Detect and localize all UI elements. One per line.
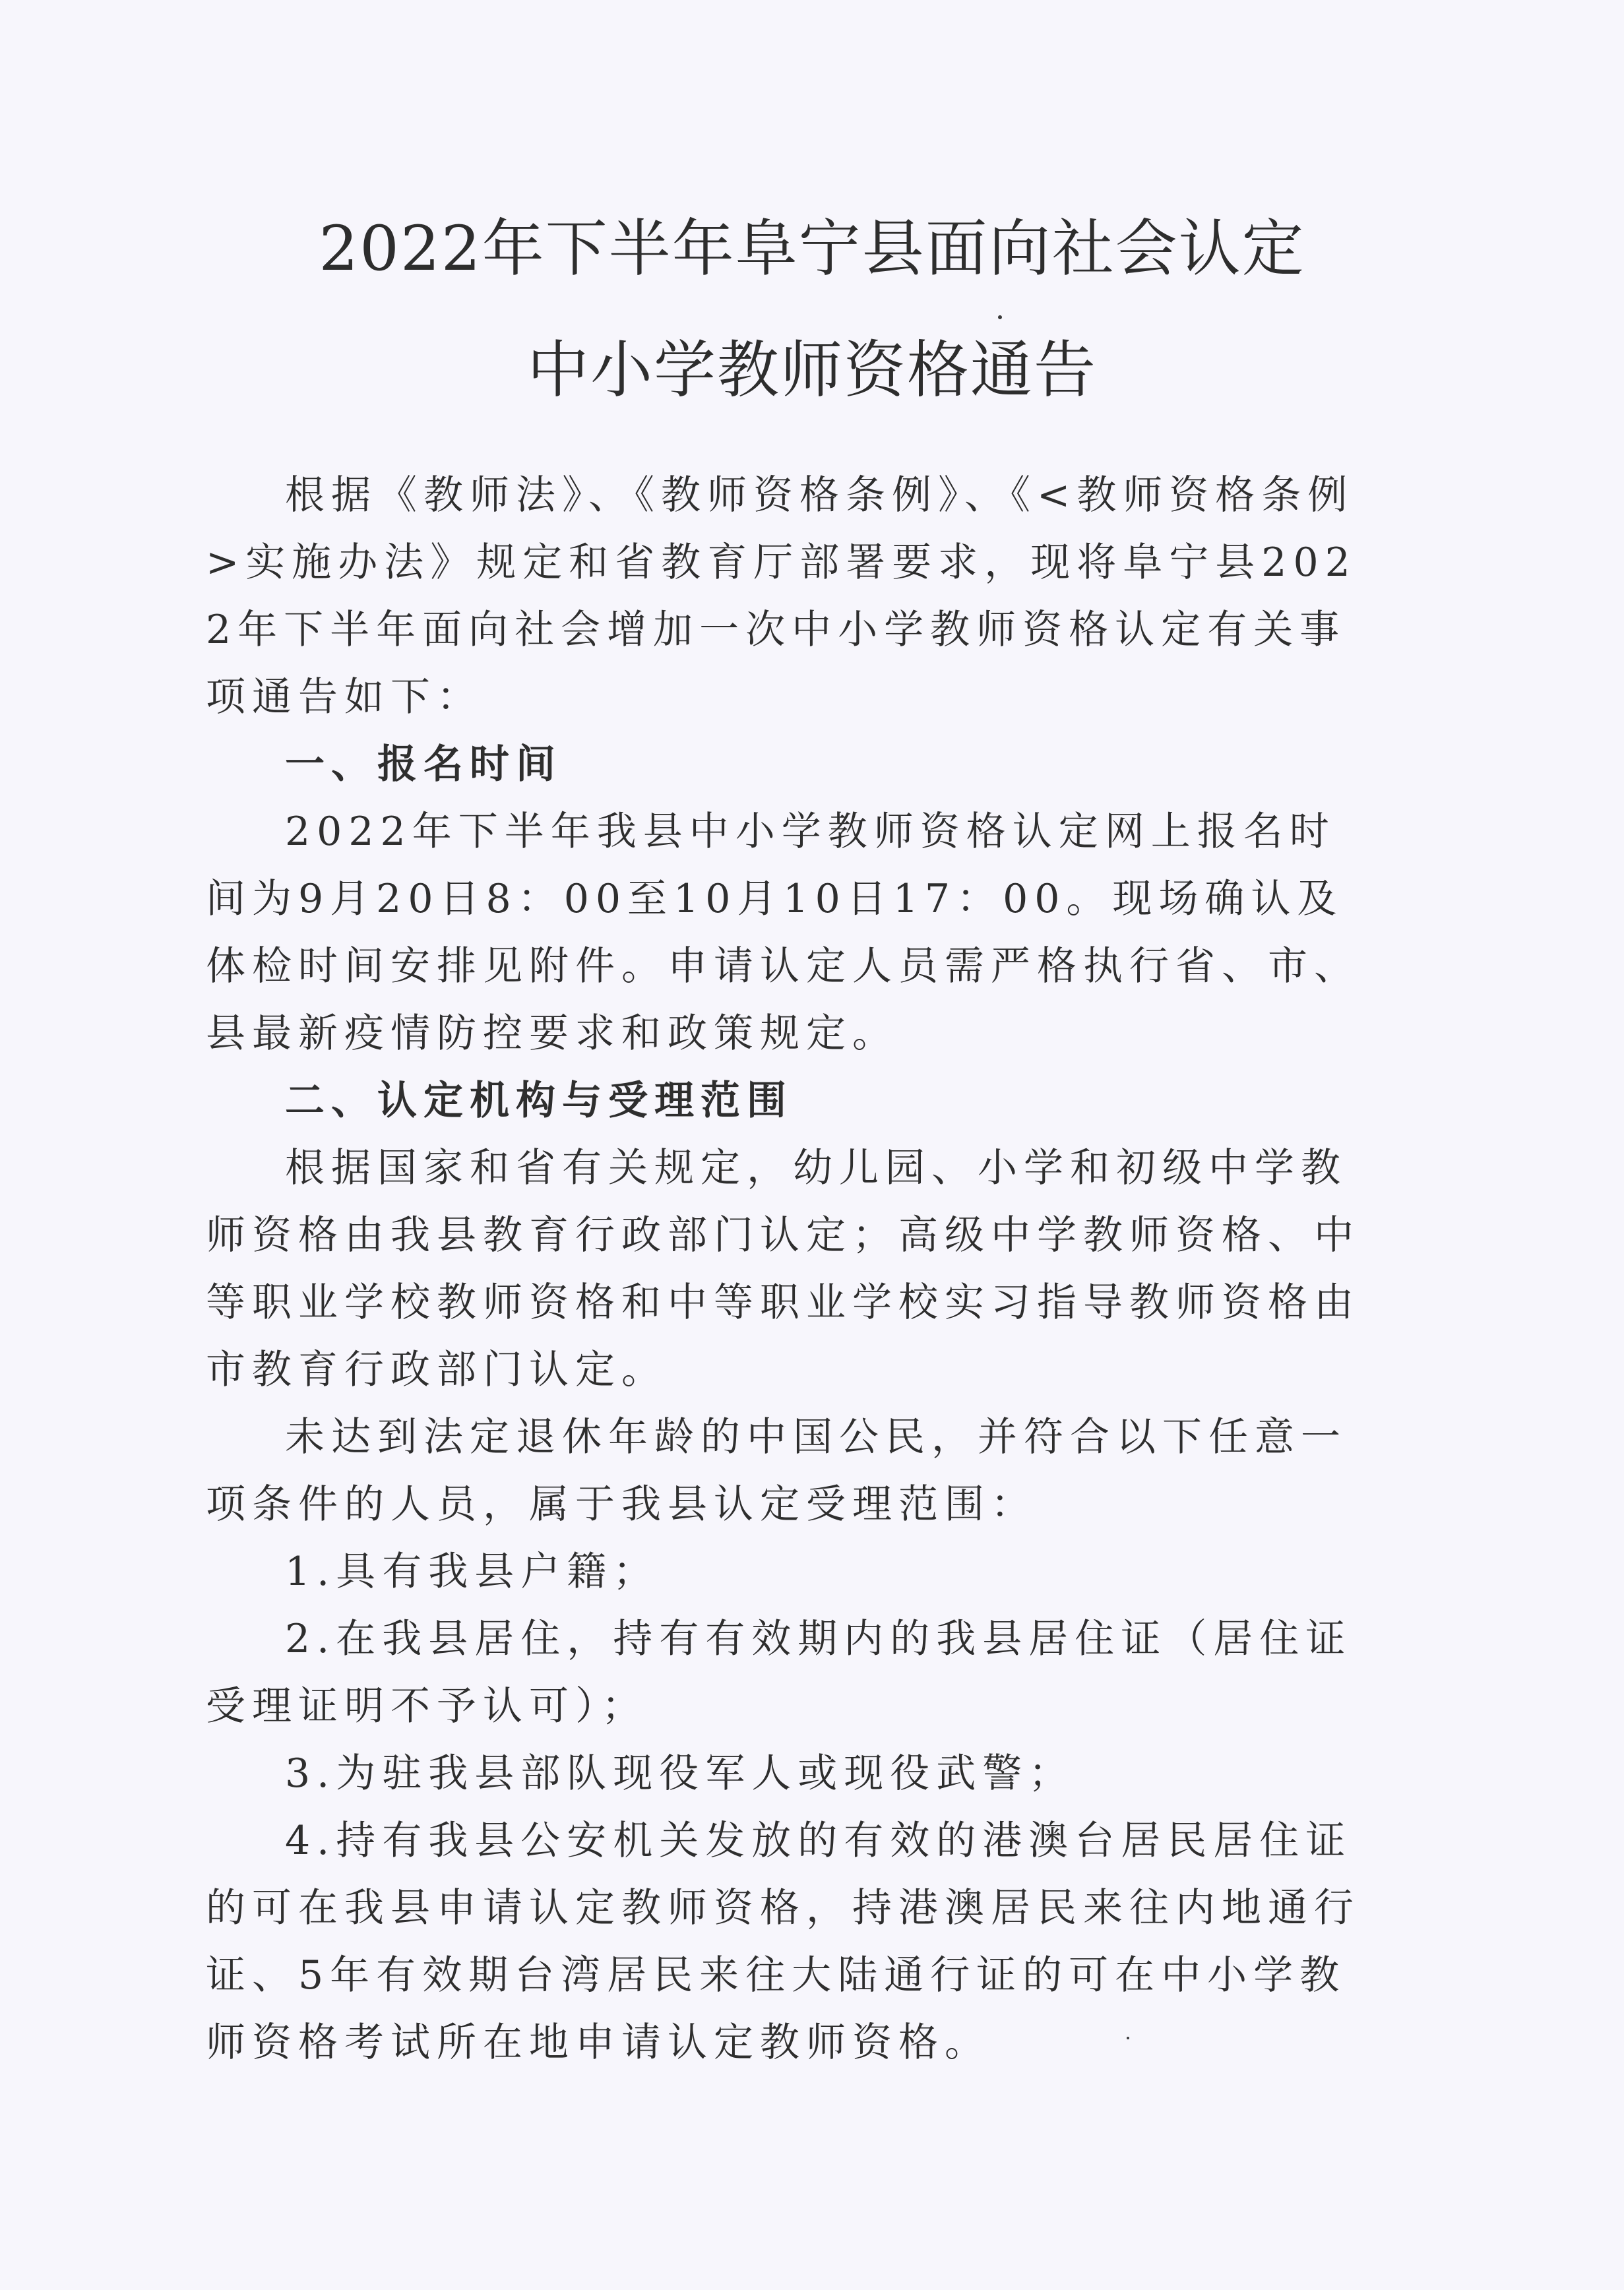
scope-paragraph: 未达到法定退休年龄的中国公民，并符合以下任意一项条件的人员，属于我县认定受理范围：: [206, 1414, 1347, 1528]
scan-speck: [1127, 2037, 1129, 2039]
list-item: 3.为驻我县部队现役军人或现役武警；: [285, 1750, 1075, 1797]
document-title: [0, 198, 1624, 406]
authority-paragraph: 根据国家和省有关规定，幼儿园、小学和初级中学教师资格由我县教育行政部门认定；高级中学教师资格、中等职业学校教师资格和中等职业学校实习指导教师资格由市教育行政部门认定。: [206, 1145, 1360, 1393]
list-item: 2.在我县居住，持有有效期内的我县居住证（居住证受理证明不予认可）；: [206, 1616, 1352, 1729]
list-item: 1.具有我县户籍；: [285, 1549, 660, 1595]
title-line-1: 2022年下半年阜宁县面向社会认定: [319, 213, 1305, 285]
registration-time-paragraph: 2022年下半年我县中小学教师资格认定网上报名时间为9月20日8：00至10月10日17：00。现场确认及体检时间安排见附件。申请认定人员需严格执行省、市、县最新疫情防控要求和政策规定。: [206, 809, 1360, 1057]
document-body: [206, 462, 1367, 2076]
section-heading-registration-time: 一、报名时间: [285, 741, 562, 788]
section-heading-authority-scope: 二、认定机构与受理范围: [285, 1078, 793, 1124]
intro-paragraph: 根据《教师法》、《教师资格条例》、《<教师资格条例>实施办法》规定和省教育厅部署要求，现将阜宁县2022年下半年面向社会增加一次中小学教师资格认定有关事项通告如下：: [206, 472, 1357, 720]
title-line-2: 中小学教师资格通告: [526, 334, 1097, 406]
scan-speck: [998, 315, 1002, 319]
list-item: 4.持有我县公安机关发放的有效的港澳台居民居住证的可在我县申请认定教师资格，持港澳居民来往内地通行证、5年有效期台湾居民来往大陆通行证的可在中小学教师资格考试所在地申请认定教师资格。: [206, 1818, 1360, 2066]
